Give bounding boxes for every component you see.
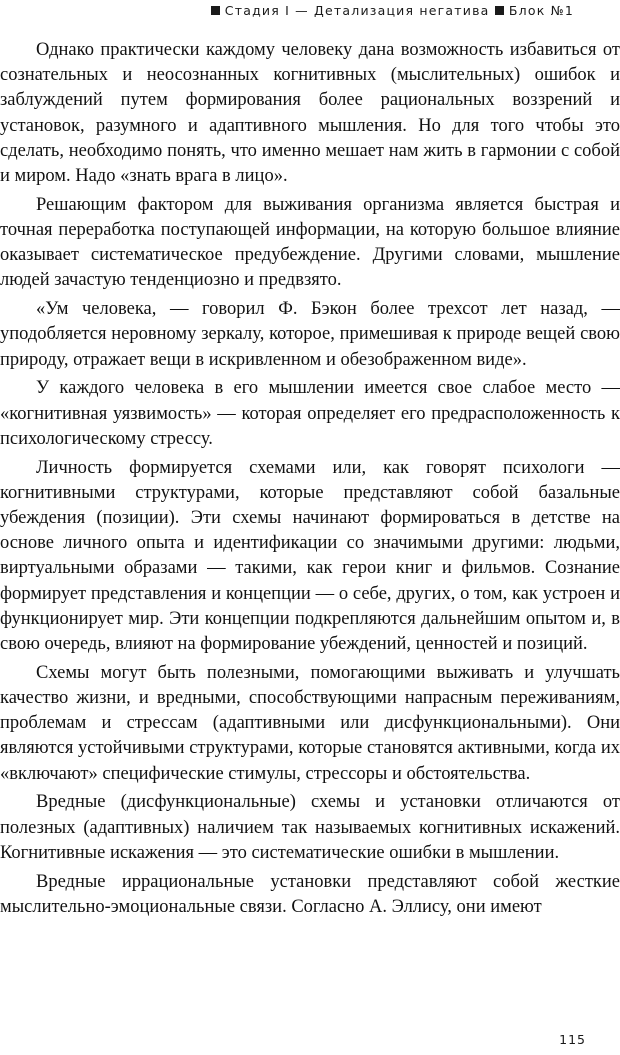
- page-number: 115: [559, 1032, 586, 1047]
- paragraph: «Ум человека, — говорил Ф. Бэкон более трехсот лет назад, — уподобляется неровному зеркалу, которое, примешивая к природе вещей свою природу, отражает вещи в искривленном и обезображенном виде».: [0, 299, 620, 370]
- header-title: Стадия I — Детализация негатива: [224, 3, 490, 18]
- running-header: [211, 3, 574, 18]
- paragraph: Схемы могут быть полезными, помогающими выживать и улучшать качество жизни, и вредными, способствующими напрасным переживаниям, проблемам и стрессам (адаптивными или дисфункциональными). Они являются устойчивыми структурами, которые становятся активными, когда их «включают» специфические стимулы, стрессоры и обстоятельства.: [0, 662, 620, 784]
- paragraph: Вредные (дисфункциональные) схемы и установки отличаются от полезных (адаптивных) наличием так называемых когнитивных искажений. Когнитивные искажения — это систематические ошибки в мышлении.: [0, 792, 620, 863]
- paragraph: Вредные иррациональные установки представляют собой жесткие мыслительно-эмоциональные связи. Согласно А. Эллису, они имеют: [0, 871, 620, 917]
- paragraph: У каждого человека в его мышлении имеется свое слабое место — «когнитивная уязвимость» — которая определяет его предрасположенность к психологическому стрессу.: [0, 378, 620, 449]
- paragraph: Личность формируется схемами или, как говорят психологи — когнитивными структурами, которые представляют собой базальные убеждения (позиции). Эти схемы начинают формироваться в детстве на основе личного опыта и идентификации со значимыми другими: людьми, виртуальными образами — такими, как герои книг и фильмов. Сознание формирует представления и концепции — о себе, других, о том, как устроен и функционирует мир. Эти концепции подкрепляются дальнейшим опытом и, в свою очередь, влияют на формирование убеждений, ценностей и позиций.: [0, 457, 620, 655]
- paragraph: Решающим фактором для выживания организма является быстрая и точная переработка поступающей информации, на которую большое влияние оказывает систематическое предубеждение. Другими словами, мышление людей зачастую тенденциозно и предвзято.: [0, 194, 620, 291]
- page-body: [0, 38, 620, 924]
- paragraph: Однако практически каждому человеку дана возможность избавиться от сознательных и неосознанных когнитивных (мыслительных) ошибок и заблуждений путем формирования более рациональных воззрений и установок, разумного и адаптивного мышления. Но для того чтобы это сделать, необходимо понять, что именно мешает нам жить в гармонии с собой и миром. Надо «знать врага в лицо».: [0, 40, 620, 187]
- square-bullet-icon: [495, 6, 504, 15]
- header-block: Блок №1: [508, 3, 574, 18]
- square-bullet-icon: [211, 6, 220, 15]
